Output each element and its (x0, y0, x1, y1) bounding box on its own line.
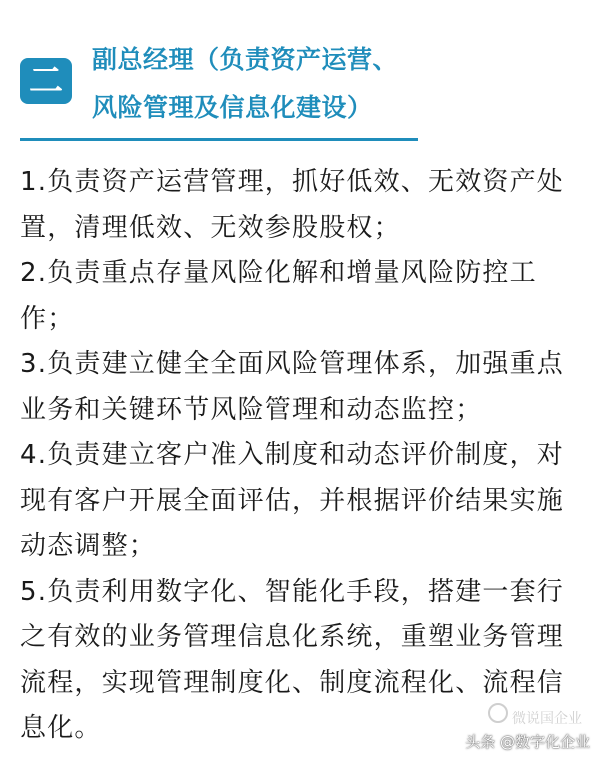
source-watermark (465, 731, 590, 752)
faint-watermark-text: 微说国企业 (512, 711, 582, 727)
section-title-line-1: 副总经理（负责资产运营、 (92, 45, 399, 74)
list-item: 5.负责利用数字化、智能化手段，搭建一套行之有效的业务管理信息化系统，重塑业务管理流程，实现管理制度化、制度流程化、流程信息化。 (20, 576, 565, 743)
list-item: 2.负责重点存量风险化解和增量风险防控工作； (20, 258, 537, 334)
list-item: 1.负责资产运营管理，抓好低效、无效资产处置，清理低效、无效参股股权； (20, 167, 565, 243)
responsibility-list (20, 160, 585, 752)
section-number-badge: 二 (20, 58, 72, 104)
list-item: 3.负责建立健全全面风险管理体系，加强重点业务和关键环节风险管理和动态监控； (20, 349, 565, 425)
list-item: 4.负责建立客户准入制度和动态评价制度，对现有客户开展全面评估，并根据评价结果实施动态调整； (20, 440, 565, 561)
wechat-logo-icon (488, 703, 508, 723)
watermark-text: 头条 @数字化企业 (465, 733, 590, 751)
header-divider (20, 138, 418, 141)
section-header (0, 0, 600, 140)
section-title-line-2: 风险管理及信息化建设） (92, 93, 373, 122)
faint-watermark (488, 703, 582, 728)
